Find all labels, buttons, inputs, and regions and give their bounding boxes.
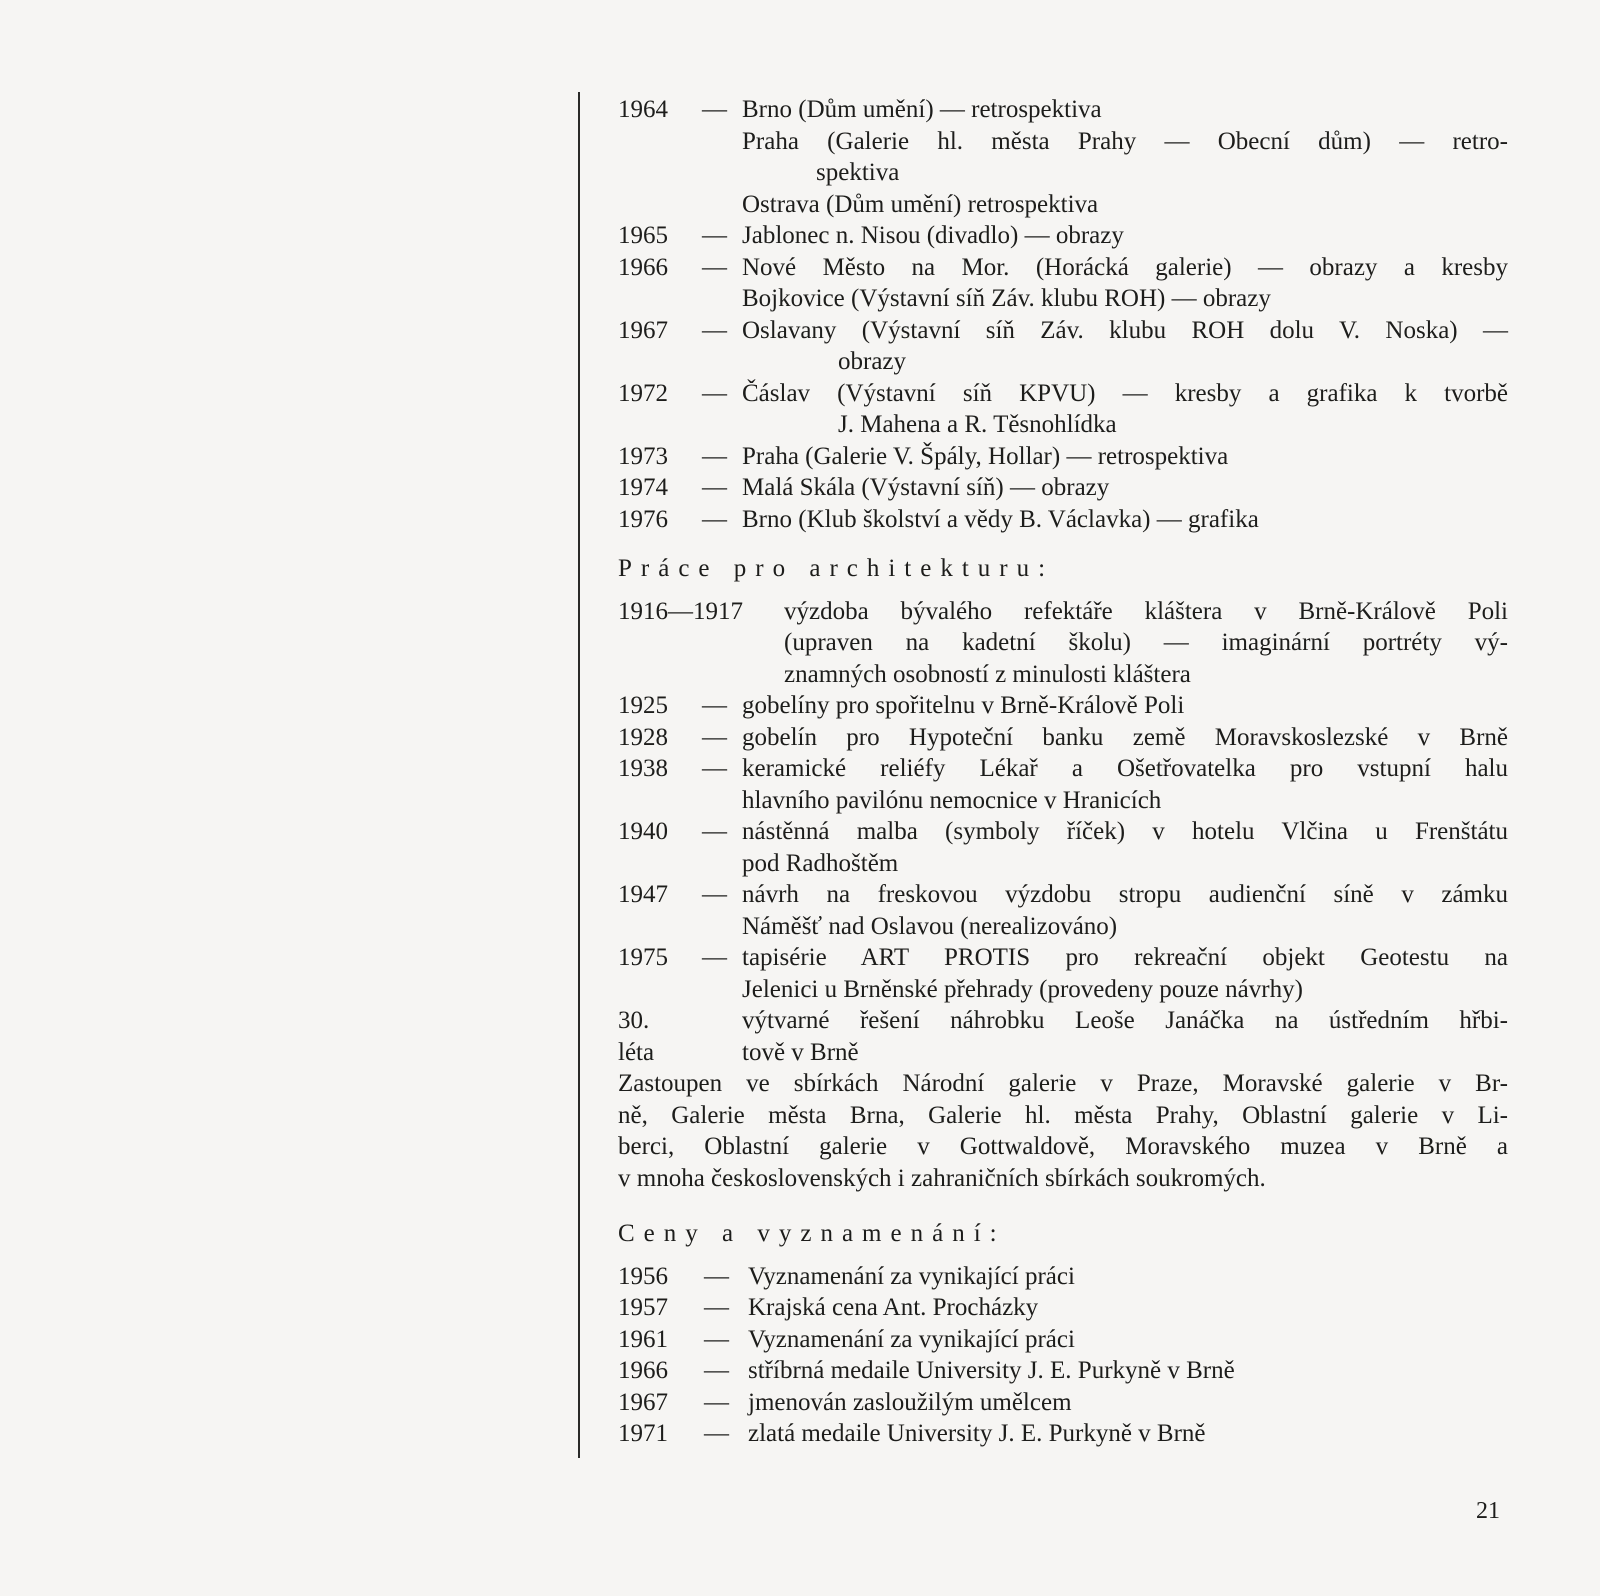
entry-line: Oslavany (Výstavní síň Záv. klubu ROH dolu V. Noska) — [742, 316, 1508, 344]
entry-year: 1973 [618, 442, 668, 470]
entry-text [748, 1261, 1508, 1293]
exhibition-entry [618, 220, 1508, 252]
entry-text [748, 1292, 1508, 1324]
entry-line: tově v Brně [742, 1038, 859, 1066]
architecture-entry [618, 690, 1508, 722]
entry-dash: — [704, 1357, 729, 1384]
entry-text [742, 252, 1508, 315]
entry-line: gobelíny pro spořitelnu v Brně-Králově Poli [742, 692, 1185, 719]
collections-paragraph [618, 1068, 1508, 1194]
entry-line: Vyznamenání za vynikající práci [748, 1262, 1075, 1290]
architecture-entry [618, 722, 1508, 754]
entry-year: 1976 [618, 505, 668, 533]
entry-text [742, 879, 1508, 942]
entry-dash: — [704, 1294, 729, 1321]
entry-dash: — [704, 1325, 729, 1353]
entry-dash: — [704, 1262, 729, 1290]
entry-year: 1964 [618, 96, 668, 123]
entry-line: Nové Město na Mor. (Horácká galerie) — obrazy a kresby [742, 253, 1508, 281]
entry-text [742, 753, 1508, 816]
entry-text [742, 690, 1508, 722]
entry-text [742, 1005, 1508, 1068]
entry-dash: — [702, 379, 727, 407]
entry-line: keramické reliéfy Lékař a Ošetřovatelka pro vstupní halu [742, 755, 1508, 782]
award-entry [618, 1324, 1508, 1356]
page-number: 21 [1476, 1498, 1500, 1524]
entry-line: Bojkovice (Výstavní síň Záv. klubu ROH) — obrazy [742, 285, 1271, 312]
entry-line: jmenován zasloužilým umělcem [748, 1388, 1072, 1416]
entry-text [742, 315, 1508, 378]
entry-dash: — [702, 692, 727, 719]
architecture-entry [618, 596, 1508, 691]
entry-text [742, 441, 1508, 473]
architecture-entry [618, 942, 1508, 1005]
entry-year: 1916—1917 [618, 597, 743, 625]
entry-text [748, 1324, 1508, 1356]
award-entry [618, 1355, 1508, 1387]
entry-line: Náměšť nad Oslavou (nerealizováno) [742, 912, 1118, 940]
architecture-list [618, 596, 1508, 1069]
entry-year: 1975 [618, 944, 668, 971]
entry-text [742, 94, 1508, 220]
entry-text [784, 596, 1508, 691]
architecture-entry [618, 1005, 1508, 1068]
entry-line: Brno (Dům umění) — retrospektiva [742, 96, 1102, 123]
entry-text [748, 1355, 1508, 1387]
entry-line: výtvarné řešení náhrobku Leoše Janáčka na ústředním hřbi- [742, 1007, 1508, 1034]
entry-line: nástěnná malba (symboly říček) v hotelu Vlčina u Frenštátu [742, 818, 1508, 845]
entry-dash: — [702, 442, 727, 470]
entry-text [742, 504, 1508, 536]
entry-year: 1925 [618, 692, 668, 719]
entry-line: tapisérie ART PROTIS pro rekreační objekt Geotestu na [742, 944, 1508, 971]
entry-dash: — [702, 505, 727, 533]
entry-dash: — [702, 253, 727, 281]
entry-line: zlatá medaile University J. E. Purkyně v Brně [748, 1420, 1206, 1447]
award-entry [618, 1418, 1508, 1450]
awards-heading: Ceny a vyznamenání: [618, 1220, 1006, 1247]
entry-year: 1966 [618, 1357, 668, 1384]
entry-text [742, 472, 1508, 504]
entry-dash: — [704, 1388, 729, 1416]
entry-text [748, 1387, 1508, 1419]
entry-line: hlavního pavilónu nemocnice v Hranicích [742, 786, 1162, 814]
entry-text [748, 1418, 1508, 1450]
entry-line: Jablonec n. Nisou (divadlo) — obrazy [742, 222, 1124, 249]
entry-line: Ostrava (Dům umění) retrospektiva [742, 190, 1099, 218]
entry-line: gobelín pro Hypoteční banku země Moravskoslezské v Brně [742, 723, 1508, 751]
entry-year: 1961 [618, 1325, 668, 1353]
entry-line: (upraven na kadetní školu) — imaginární portréty vý- [784, 629, 1508, 656]
entry-dash: — [702, 881, 727, 908]
entry-text [742, 942, 1508, 1005]
entry-line: Čáslav (Výstavní síň KPVU) — kresby a grafika k tvorbě [742, 379, 1508, 407]
exhibition-entry [618, 252, 1508, 315]
exhibition-entry [618, 441, 1508, 473]
exhibition-entry [618, 472, 1508, 504]
entry-line: Vyznamenání za vynikající práci [748, 1325, 1075, 1353]
entry-dash: — [702, 316, 727, 344]
entry-text [742, 722, 1508, 754]
paragraph-line: berci, Oblastní galerie v Gottwaldově, Moravského muzea v Brně a [618, 1133, 1508, 1160]
award-entry [618, 1292, 1508, 1324]
entry-line: znamných osobností z minulosti kláštera [784, 660, 1191, 688]
entry-dash: — [702, 96, 727, 123]
paragraph-line: v mnoha československých i zahraničních sbírkách soukromých. [618, 1164, 1266, 1192]
entry-year: 1928 [618, 723, 668, 751]
exhibition-entry [618, 94, 1508, 220]
entry-line: Praha (Galerie V. Špály, Hollar) — retrospektiva [742, 442, 1229, 470]
entry-year: 1947 [618, 881, 668, 908]
architecture-heading: Práce pro architekturu: [618, 555, 1055, 582]
entry-text [742, 378, 1508, 441]
architecture-entry [618, 753, 1508, 816]
entry-line: pod Radhoštěm [742, 849, 899, 877]
exhibition-entry [618, 315, 1508, 378]
entry-year: 1972 [618, 379, 668, 407]
entry-line: obrazy [838, 348, 907, 375]
architecture-entry [618, 879, 1508, 942]
entry-line: Jelenici u Brněnské přehrady (provedeny pouze návrhy) [742, 975, 1303, 1003]
entry-year: 1940 [618, 818, 668, 845]
awards-list [618, 1261, 1508, 1450]
entry-line: J. Mahena a R. Těsnohlídka [838, 411, 1117, 438]
entry-dash: — [704, 1420, 729, 1447]
entry-line: Praha (Galerie hl. města Prahy — Obecní dům) — retro- [742, 127, 1508, 155]
entry-text [742, 220, 1508, 252]
architecture-entry [618, 816, 1508, 879]
entry-year: 1967 [618, 1388, 668, 1416]
entry-year: 1956 [618, 1262, 668, 1290]
entry-year: 1957 [618, 1294, 668, 1321]
entry-year: 30. léta [618, 1007, 655, 1066]
entry-year: 1967 [618, 316, 668, 344]
award-entry [618, 1387, 1508, 1419]
entry-line: Malá Skála (Výstavní síň) — obrazy [742, 474, 1110, 501]
entry-dash: — [702, 222, 727, 249]
entry-dash: — [702, 723, 727, 751]
entry-year: 1971 [618, 1420, 668, 1447]
page-content [618, 94, 1508, 1450]
entry-dash: — [702, 944, 727, 971]
entry-dash: — [702, 755, 727, 782]
entry-year: 1938 [618, 755, 668, 782]
paragraph-line: ně, Galerie města Brna, Galerie hl. města Prahy, Oblastní galerie v Li- [618, 1101, 1508, 1129]
entry-text [742, 816, 1508, 879]
entry-line: výzdoba bývalého refektáře kláštera v Brně-Králově Poli [784, 597, 1508, 625]
entry-line: návrh na freskovou výzdobu stropu audienční síně v zámku [742, 881, 1508, 908]
exhibitions-list [618, 94, 1508, 535]
entry-line: stříbrná medaile University J. E. Purkyně v Brně [748, 1357, 1235, 1384]
exhibition-entry [618, 378, 1508, 441]
paragraph-line: Zastoupen ve sbírkách Národní galerie v Praze, Moravské galerie v Br- [618, 1070, 1508, 1097]
award-entry [618, 1261, 1508, 1293]
entry-year: 1965 [618, 222, 668, 249]
entry-line: Brno (Klub školství a vědy B. Václavka) — grafika [742, 505, 1259, 533]
entry-line: Krajská cena Ant. Procházky [748, 1294, 1039, 1321]
entry-dash: — [702, 818, 727, 845]
entry-year: 1966 [618, 253, 668, 281]
entry-dash: — [702, 474, 727, 501]
entry-year: 1974 [618, 474, 668, 501]
exhibition-entry [618, 504, 1508, 536]
margin-rule [578, 92, 580, 1458]
entry-line: spektiva [816, 159, 900, 186]
